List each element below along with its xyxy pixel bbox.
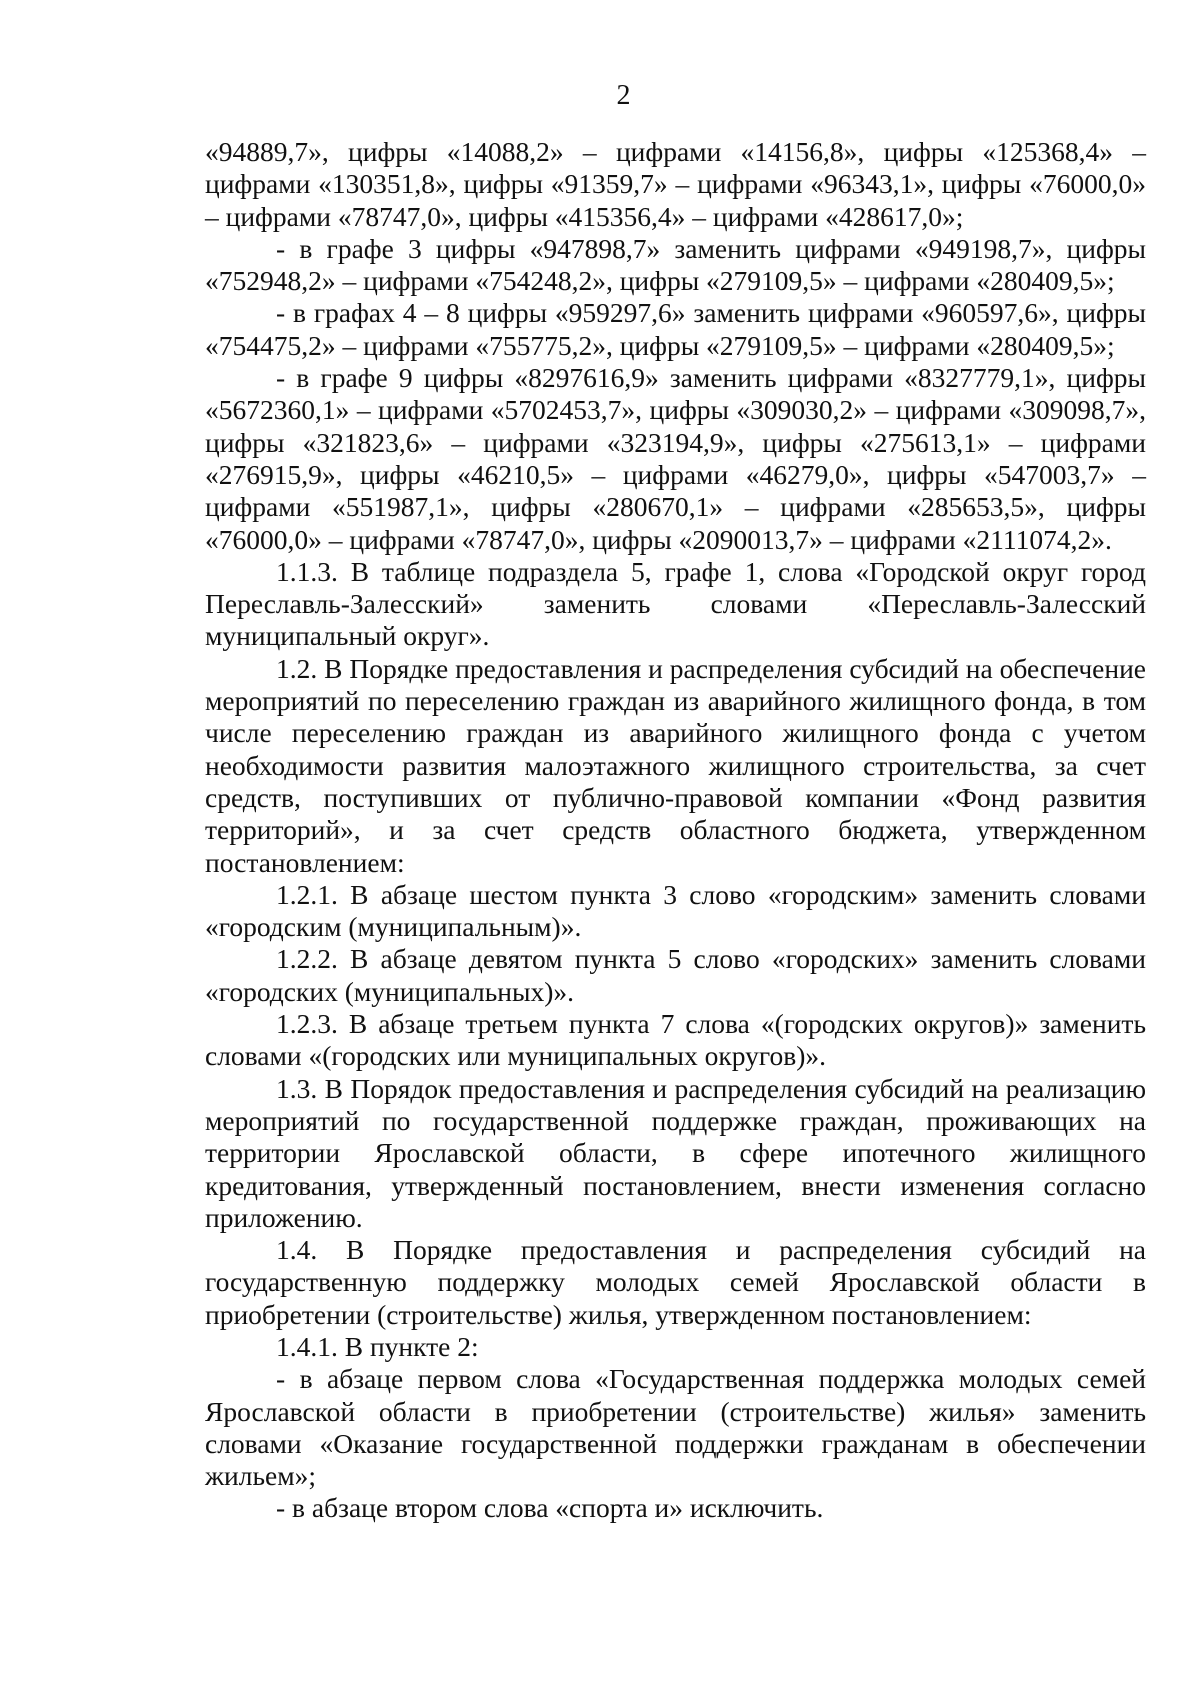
paragraph-1-4-1: 1.4.1. В пункте 2: [276,1330,479,1362]
paragraph-columns-4-8: - в графах 4 – 8 цифры «959297,6» заменить цифрами «960597,6», цифры «754475,2» – цифрами «755775,2», цифры «279109,5» – цифрами «280409,5»; [205,297,1146,361]
paragraph-second-abzac: - в абзаце втором слова «спорта и» исключить. [276,1492,824,1524]
page-number: 2 [616,80,631,111]
paragraph-continuation: «94889,7», цифры «14088,2» – цифрами «14156,8», цифры «125368,4» – цифрами «130351,8», цифры «91359,7» – цифрами «96343,1», цифры «76000,0» – цифрами «78747,0», цифры «415356,4» – цифрами «428617,0»; [205,136,1146,232]
paragraph-1-2-1: 1.2.1. В абзаце шестом пункта 3 слово «городским» заменить словами «городским (муниципальным)». [205,878,1146,943]
paragraph-column-3: - в графе 3 цифры «947898,7» заменить цифрами «949198,7», цифры «752948,2» – цифрами «754248,2», цифры «279109,5» – цифрами «280409,5»; [205,232,1146,297]
paragraph-1-4: 1.4. В Порядке предоставления и распределения субсидий на государственную поддержку молодых семей Ярославской области в приобретении (строительстве) жилья, утвержденном постановлением: [205,1234,1146,1330]
paragraph-column-9: - в графе 9 цифры «8297616,9» заменить цифрами «8327779,1», цифры «5672360,1» – цифрами «5702453,7», цифры «309030,2» – цифрами «309098,7», цифры «321823,6» – цифрами «323194,9», цифры «275613,1» – цифрами «276915,9», цифры «46210,5» – цифрами «46279,0», цифры «547003,7» – цифрами «551987,1», цифры «280670,1» – цифрами «285653,5», цифры «76000,0» – цифрами «78747,0», цифры «2090013,7» – цифрами «2111074,2». [205,362,1146,555]
paragraph-first-abzac: - в абзаце первом слова «Государственная поддержка молодых семей Ярославской области в приобретении (строительстве) жилья» заменить словами «Оказание государственной поддержки гражданам в обеспечении жильем»; [205,1363,1146,1492]
paragraph-1-3: 1.3. В Порядок предоставления и распределения субсидий на реализацию мероприятий по государственной поддержке граждан, проживающих на территории Ярославской области, в сфере ипотечного жилищного кредитования, утвержденный постановлением, внести изменения согласно приложению. [205,1072,1146,1233]
paragraph-1-2-2: 1.2.2. В абзаце девятом пункта 5 слово «городских» заменить словами «городских (муниципальных)». [205,943,1146,1007]
paragraph-1-2-3: 1.2.3. В абзаце третьем пункта 7 слова «(городских округов)» заменить словами «(городских или муниципальных округов)». [205,1008,1146,1072]
document-body [205,136,1146,1525]
paragraph-1-2: 1.2. В Порядке предоставления и распределения субсидий на обеспечение мероприятий по переселению граждан из аварийного жилищного фонда, в том числе переселению граждан из аварийного жилищного фонда с учетом необходимости развития малоэтажного жилищного строительства, за счет средств, поступивших от публично-правовой компании «Фонд развития территорий», и за счет средств областного бюджета, утвержденном постановлением: [205,652,1146,878]
paragraph-1-1-3: 1.1.3. В таблице подраздела 5, графе 1, слова «Городской округ город Переславль-Залесский» заменить словами «Переславль-Залесский муниципальный округ». [205,555,1146,652]
